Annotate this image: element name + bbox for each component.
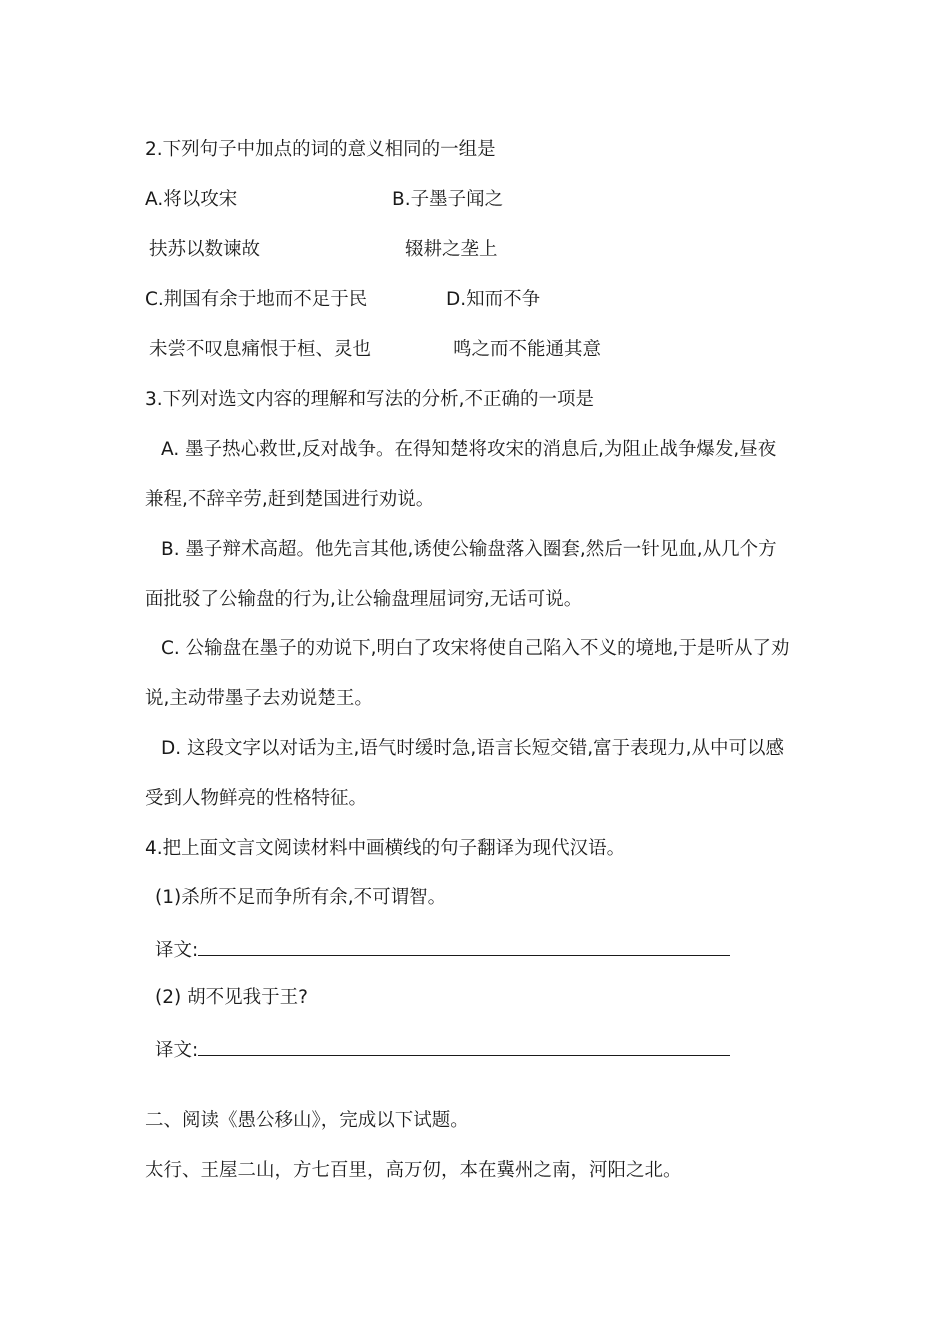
- section2-passage: 太行、王屋二山，方七百里，高万仞，本在冀州之南，河阳之北。: [145, 1160, 682, 1181]
- q4-sentence-2: (2) 胡不见我于王?: [155, 987, 308, 1008]
- q2-option-b-line1: B.子墨子闻之: [392, 189, 504, 210]
- q3-stem: 3.下列对选文内容的理解和写法的分析,不正确的一项是: [145, 389, 595, 410]
- q4-translation-2-row: [155, 1035, 730, 1064]
- q2-option-a-line2: 扶苏以数谏故: [149, 239, 261, 260]
- q4-translation-2-label: 译文:: [155, 1040, 199, 1061]
- q4-translation-2-blank[interactable]: [198, 1035, 730, 1056]
- q4-translation-1-blank[interactable]: [198, 935, 730, 956]
- q4-translation-1-label: 译文:: [155, 940, 199, 961]
- q2-option-b-line2: 辍耕之垄上: [405, 239, 498, 260]
- q3-option-a-line2: 兼程,不辞辛劳,赶到楚国进行劝说。: [145, 489, 435, 510]
- q2-option-a-line1: A.将以攻宋: [145, 189, 238, 210]
- q2-option-d-line2: 鸣之而不能通其意: [453, 339, 602, 360]
- q2-option-d-line1: D.知而不争: [446, 289, 541, 310]
- q4-stem: 4.把上面文言文阅读材料中画横线的句子翻译为现代汉语。: [145, 838, 626, 859]
- q3-option-d-line2: 受到人物鲜亮的性格特征。: [145, 788, 368, 809]
- q3-option-d-line1: D. 这段文字以对话为主,语气时缓时急,语言长短交错,富于表现力,从中可以感: [161, 738, 785, 759]
- q2-option-c-line2: 未尝不叹息痛恨于桓、灵也: [149, 339, 372, 360]
- q3-option-c-line2: 说,主动带墨子去劝说楚王。: [145, 688, 373, 709]
- q2-option-c-line1: C.荆国有余于地而不足于民: [145, 289, 368, 310]
- section2-heading: 二、阅读《愚公移山》，完成以下试题。: [145, 1110, 469, 1131]
- q3-option-a-line1: A. 墨子热心救世,反对战争。在得知楚将攻宋的消息后,为阻止战争爆发,昼夜: [161, 439, 777, 460]
- q3-option-c-line1: C. 公输盘在墨子的劝说下,明白了攻宋将使自己陷入不义的境地,于是听从了劝: [161, 638, 790, 659]
- q2-stem: 2.下列句子中加点的词的意义相同的一组是: [145, 139, 496, 160]
- q3-option-b-line2: 面批驳了公输盘的行为,让公输盘理屈词穷,无话可说。: [145, 589, 583, 610]
- q3-option-b-line1: B. 墨子辩术高超。他先言其他,诱使公输盘落入圈套,然后一针见血,从几个方: [161, 539, 777, 560]
- q4-sentence-1: (1)杀所不足而争所有余,不可谓智。: [155, 887, 447, 908]
- q4-translation-1-row: [155, 935, 730, 964]
